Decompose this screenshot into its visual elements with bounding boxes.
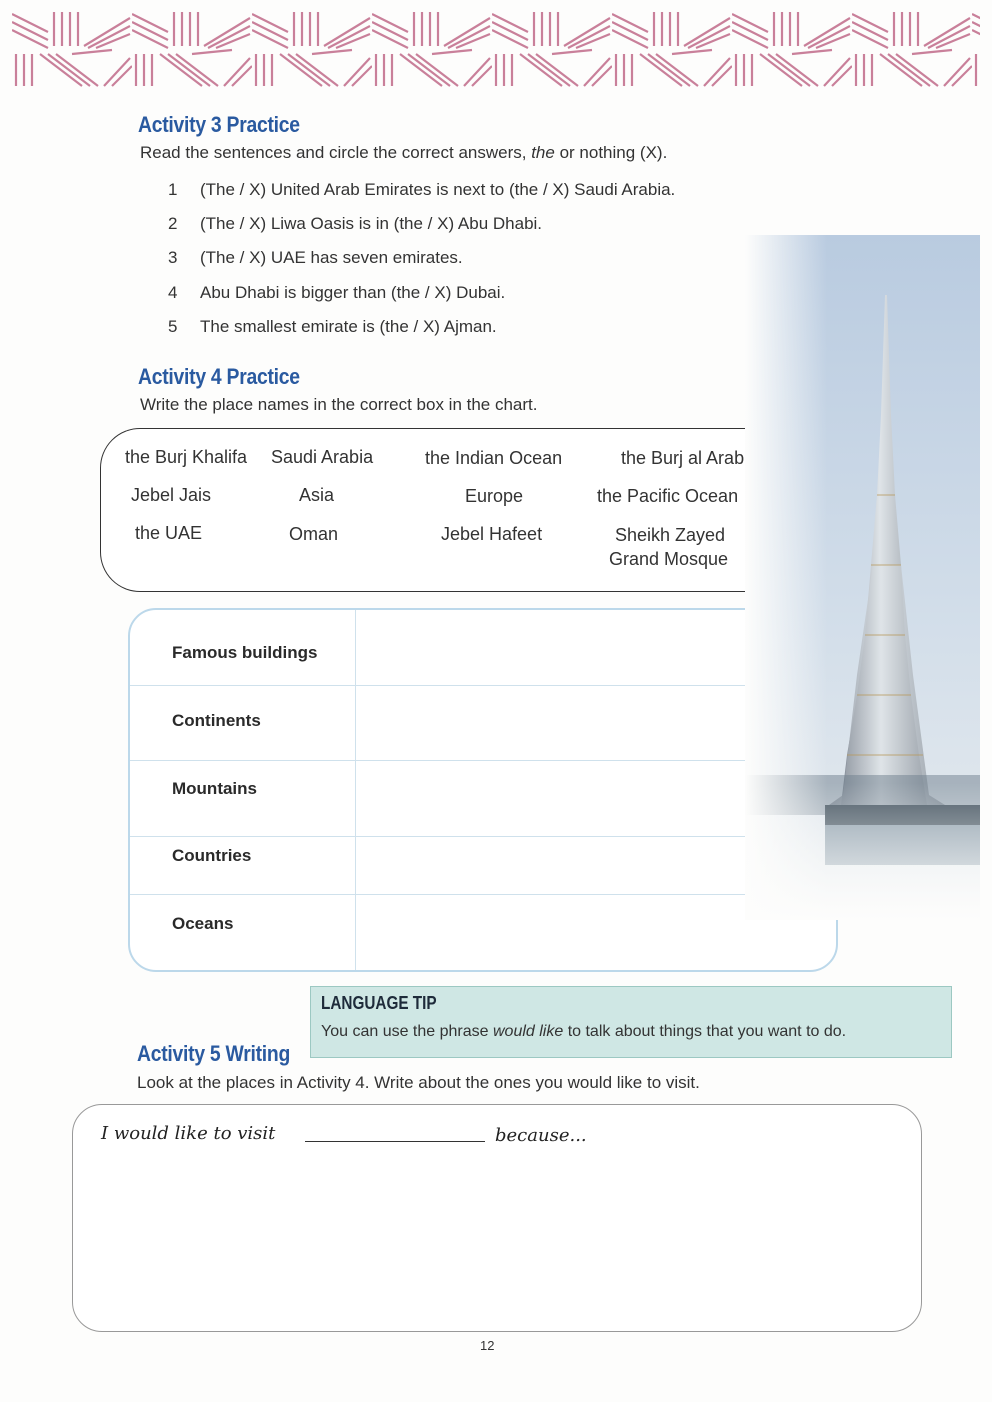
sentence-text: (The / X) Liwa Oasis is in (the / X) Abu Dhabi. [200,214,543,233]
word-item: Grand Mosque [609,549,729,569]
activity-5-heading: Activity 5 Writing [137,1041,291,1066]
sentence-4 [168,283,505,303]
sentence-number: 5 [168,317,178,336]
word-item: Europe [465,486,524,506]
word-item: the Indian Ocean [425,448,563,468]
chart-row-label: Oceans [172,914,234,933]
instruction-text-end: or nothing (X). [554,143,668,162]
sentence-number: 3 [168,248,178,267]
chart-row-label: Continents [172,711,261,730]
sentence-text: Abu Dhabi is bigger than (the / X) Dubai. [200,283,506,302]
instruction-text: Read the sentences and circle the correct answers, [140,143,532,162]
sentence-1 [168,180,675,200]
chart-row-label: Countries [172,846,252,865]
activity-4-heading: Activity 4 Practice [138,364,300,389]
activity-3-heading: Activity 3 Practice [138,112,300,137]
word-item: the Burj al Arab [621,448,745,468]
activity-3-instruction [140,143,667,163]
chart-row-label: Famous buildings [172,643,318,662]
sentence-5 [168,317,497,337]
word-item: the UAE [135,523,203,543]
word-item: Jebel Hafeet [441,524,543,544]
sentence-2 [168,214,542,234]
language-tip-box [310,986,952,1058]
language-tip-body [321,1023,846,1041]
chart-row-famous-buildings[interactable] [130,610,836,686]
sentence-3 [168,248,463,268]
page-number: 12 [480,1338,495,1353]
decorative-banner [12,10,980,88]
word-item: Jebel Jais [131,485,212,505]
word-item: Saudi Arabia [271,447,374,467]
answer-blank[interactable] [305,1141,485,1142]
writing-prompt-start: I would like to visit [101,1123,276,1144]
sentence-text: (The / X) UAE has seven emirates. [200,248,463,267]
word-item: the Burj Khalifa [125,447,248,467]
word-bank [100,428,832,592]
language-tip-title: LANGUAGE TIP [321,993,437,1013]
category-chart [128,608,838,972]
activity-5-instruction: Look at the places in Activity 4. Write about the ones you would like to visit. [137,1073,700,1092]
burj-khalifa-photo [745,235,980,920]
writing-prompt-end: because... [495,1125,587,1146]
sentence-text: (The / X) United Arab Emirates is next to (the / X) Saudi Arabia. [200,180,676,199]
sentence-number: 4 [168,283,178,302]
sentence-text: The smallest emirate is (the / X) Ajman. [200,317,497,336]
word-item: Sheikh Zayed [615,525,726,545]
sentence-number: 1 [168,180,178,199]
chart-row-label: Mountains [172,779,257,798]
tip-italic: would like [492,1023,564,1040]
tip-text: You can use the phrase [321,1023,493,1040]
word-item: Asia [299,485,335,505]
instruction-italic: the [531,143,555,162]
activity-4-instruction: Write the place names in the correct box in the chart. [140,395,538,414]
chart-row-mountains[interactable] [130,760,836,837]
chart-row-continents[interactable] [130,685,836,761]
writing-area[interactable] [72,1104,922,1332]
sentence-number: 2 [168,214,178,233]
chart-row-countries[interactable] [130,836,836,895]
chart-row-oceans[interactable] [130,894,836,970]
tip-text-end: to talk about things that you want to do. [563,1023,847,1040]
word-item: the Pacific Ocean [597,486,739,506]
word-item: Oman [289,524,339,544]
